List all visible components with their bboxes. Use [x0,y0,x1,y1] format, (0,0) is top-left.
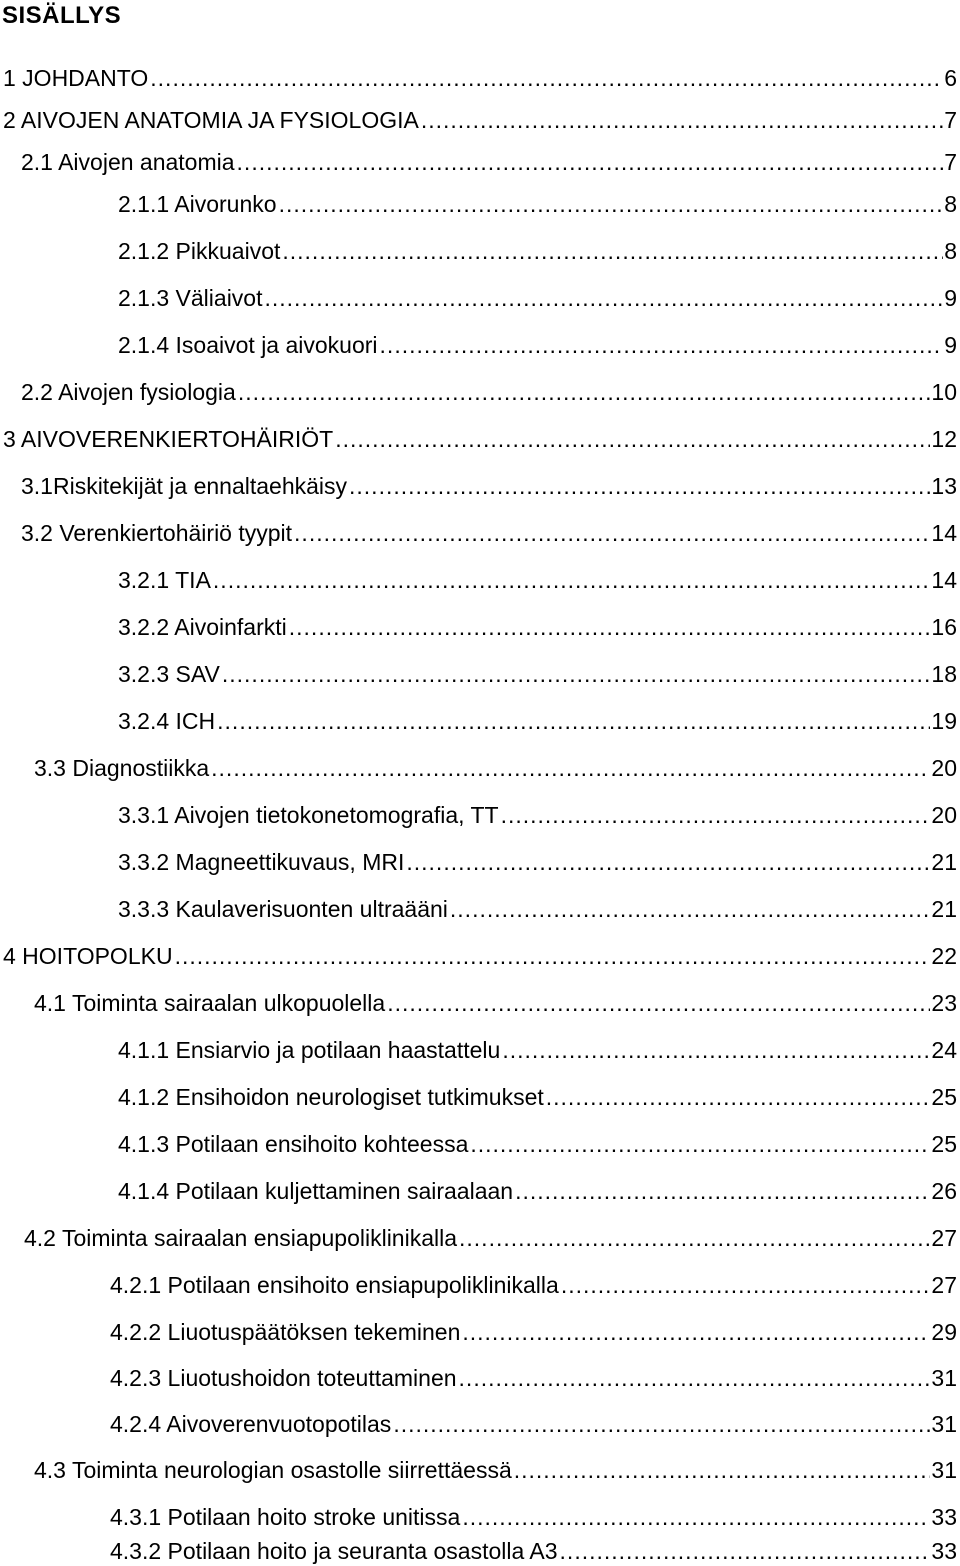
toc-leader-dots [470,1129,930,1159]
toc-entry-title: 4.3.2 Potilaan hoito ja seuranta osastolla A3 [110,1538,558,1564]
toc-entry-page: 10 [931,379,957,405]
toc-entry-page: 27 [931,1225,957,1251]
toc-entry-page: 9 [944,285,957,311]
toc-entry-page: 14 [931,520,957,546]
toc-entry-page: 27 [931,1272,957,1298]
toc-entry-title: 4.1.1 Ensiarvio ja potilaan haastattelu [118,1037,501,1063]
toc-leader-dots [387,988,930,1018]
toc-entry-page: 24 [931,1037,957,1063]
toc-entry-title: 3.2 Verenkiertohäiriö tyypit [21,520,293,546]
toc-entry-page: 31 [931,1457,957,1483]
toc-entry-page: 9 [944,332,957,358]
toc-entry-page: 31 [931,1411,957,1437]
toc-entry-title: 4.2.4 Aivoverenvuotopotilas [110,1411,392,1437]
toc-entry-page: 14 [931,567,957,593]
toc-entry-page: 25 [931,1084,957,1110]
toc-entry-ensiarvio[interactable] [118,1035,957,1065]
toc-leader-dots [450,894,931,924]
toc-entry-pikkuaivot[interactable] [118,236,957,266]
toc-entry-title: 2 AIVOJEN ANATOMIA JA FYSIOLOGIA [3,107,419,133]
toc-leader-dots [406,847,930,877]
toc-entry-diagnostiikka[interactable] [34,753,957,783]
toc-entry-aivoverenvuotopotilas[interactable] [110,1409,957,1439]
toc-leader-dots [462,1317,930,1347]
toc-leader-dots [282,236,943,266]
toc-leader-dots [459,1363,931,1393]
toc-leader-dots [222,659,931,689]
toc-leader-dots [515,1176,930,1206]
toc-entry-title: 4.1 Toiminta sairaalan ulkopuolella [34,990,386,1016]
toc-entry-title: 3.2.1 TIA [118,567,211,593]
toc-entry-ensiapupoliklinikalla[interactable] [24,1223,957,1253]
toc-entry-title: 2.1.3 Väliaivot [118,285,263,311]
toc-entry-aivoinfarkti[interactable] [118,612,957,642]
toc-entry-page: 8 [944,191,957,217]
toc-entry-title: 4.2.2 Liuotuspäätöksen tekeminen [110,1319,461,1345]
toc-entry-tia[interactable] [118,565,957,595]
toc-entry-aivoverenkiertohairiot[interactable] [3,424,957,454]
toc-entry-ensihoito-kohteessa[interactable] [118,1129,957,1159]
toc-leader-dots [349,471,930,501]
toc-entry-hoitopolku[interactable] [3,941,957,971]
toc-entry-stroke-unit[interactable] [110,1502,957,1532]
toc-leader-dots [560,1536,931,1566]
toc-leader-dots [380,330,944,360]
toc-leader-dots [279,189,944,219]
toc-entry-johdanto[interactable] [3,63,957,93]
toc-entry-title: 4.3 Toiminta neurologian osastolle siirrettäessä [34,1457,512,1483]
toc-entry-osasto-a3[interactable] [110,1536,957,1566]
toc-entry-title: 2.1.1 Aivorunko [118,191,277,217]
toc-entry-page: 12 [931,426,957,452]
toc-entry-title: 4.2 Toiminta sairaalan ensiapupoliklinikalla [24,1225,458,1251]
toc-entry-sav[interactable] [118,659,957,689]
toc-leader-dots [238,377,931,407]
toc-entry-page: 23 [931,990,957,1016]
toc-entry-tietokonetomografia[interactable] [118,800,957,830]
toc-entry-valiaivot[interactable] [118,283,957,313]
toc-entry-aivorunko[interactable] [118,189,957,219]
toc-entry-page: 22 [931,943,957,969]
toc-entry-page: 6 [944,65,957,91]
toc-entry-aivojen-fysiologia[interactable] [21,377,957,407]
toc-entry-page: 18 [931,661,957,687]
toc-entry-page: 29 [931,1319,957,1345]
toc-entry-neurologiset-tutkimukset[interactable] [118,1082,957,1112]
toc-entry-title: 2.1 Aivojen anatomia [21,149,235,175]
toc-leader-dots [393,1409,930,1439]
toc-entry-page: 33 [931,1538,957,1564]
toc-entry-anatomia-fysiologia[interactable] [3,105,957,135]
toc-entry-aivojen-anatomia[interactable] [21,147,957,177]
toc-entry-title: 2.1.4 Isoaivot ja aivokuori [118,332,378,358]
toc-entry-title: 4.2.1 Potilaan ensihoito ensiapupoliklinikalla [110,1272,559,1298]
toc-leader-dots [150,63,943,93]
toc-entry-title: 3.2.2 Aivoinfarkti [118,614,287,640]
toc-entry-page: 20 [931,802,957,828]
toc-entry-title: 4.2.3 Liuotushoidon toteuttaminen [110,1365,457,1391]
toc-entry-title: 3 AIVOVERENKIERTOHÄIRIÖT [3,426,334,452]
toc-entry-sairaalan-ulkopuolella[interactable] [34,988,957,1018]
toc-entry-ich[interactable] [118,706,957,736]
toc-leader-dots [561,1270,931,1300]
toc-leader-dots [294,518,930,548]
toc-entry-ensihoito-ensiapupoliklinikalla[interactable] [110,1270,957,1300]
toc-entry-page: 20 [931,755,957,781]
toc-entry-page: 31 [931,1365,957,1391]
toc-entry-title: 3.3.1 Aivojen tietokonetomografia, TT [118,802,499,828]
toc-entry-page: 25 [931,1131,957,1157]
toc-entry-title: 3.3.3 Kaulaverisuonten ultraääni [118,896,448,922]
toc-entry-title: 4 HOITOPOLKU [3,943,173,969]
toc-entry-isoaivot[interactable] [118,330,957,360]
toc-entry-liuotuspaatos[interactable] [110,1317,957,1347]
toc-entry-title: 1 JOHDANTO [3,65,149,91]
toc-entry-page: 8 [944,238,957,264]
toc-leader-dots [501,800,931,830]
toc-entry-title: 3.2.3 SAV [118,661,220,687]
toc-leader-dots [514,1455,931,1485]
toc-entry-magneettikuvaus[interactable] [118,847,957,877]
toc-entry-page: 21 [931,849,957,875]
toc-leader-dots [211,753,930,783]
toc-leader-dots [289,612,931,642]
toc-entry-verenkiertohairio-tyypit[interactable] [21,518,957,548]
toc-leader-dots [421,105,943,135]
toc-entry-page: 7 [944,107,957,133]
toc-entry-title: 3.1Riskitekijät ja ennaltaehkäisy [21,473,348,499]
toc-leader-dots [459,1223,930,1253]
toc-leader-dots [546,1082,931,1112]
toc-entry-title: 3.3 Diagnostiikka [34,755,210,781]
toc-leader-dots [264,283,943,313]
toc-entry-title: 4.1.2 Ensihoidon neurologiset tutkimukset [118,1084,544,1110]
toc-leader-dots [462,1502,930,1532]
toc-entry-title: 3.2.4 ICH [118,708,216,734]
toc-entry-page: 7 [944,149,957,175]
toc-entry-title: 2.1.2 Pikkuaivot [118,238,281,264]
toc-entry-title: 4.3.1 Potilaan hoito stroke unitissa [110,1504,461,1530]
toc-entry-page: 16 [931,614,957,640]
toc-leader-dots [335,424,930,454]
toc-leader-dots [217,706,930,736]
toc-entry-title: 3.3.2 Magneettikuvaus, MRI [118,849,405,875]
toc-entry-page: 33 [931,1504,957,1530]
toc-entry-page: 21 [931,896,957,922]
toc-leader-dots [502,1035,930,1065]
toc-heading: SISÄLLYS [2,2,122,29]
toc-entry-page: 26 [931,1178,957,1204]
toc-leader-dots [175,941,931,971]
toc-entry-page: 19 [931,708,957,734]
toc-entry-ultraaani[interactable] [118,894,957,924]
toc-entry-riskitekijat[interactable] [21,471,957,501]
toc-entry-title: 4.1.4 Potilaan kuljettaminen sairaalaan [118,1178,514,1204]
toc-entry-neurologian-osasto[interactable] [34,1455,957,1485]
toc-entry-kuljettaminen[interactable] [118,1176,957,1206]
toc-leader-dots [213,565,930,595]
toc-entry-page: 13 [931,473,957,499]
toc-leader-dots [237,147,944,177]
toc-entry-title: 4.1.3 Potilaan ensihoito kohteessa [118,1131,469,1157]
toc-entry-title: 2.2 Aivojen fysiologia [21,379,236,405]
toc-entry-liuotushoito[interactable] [110,1363,957,1393]
